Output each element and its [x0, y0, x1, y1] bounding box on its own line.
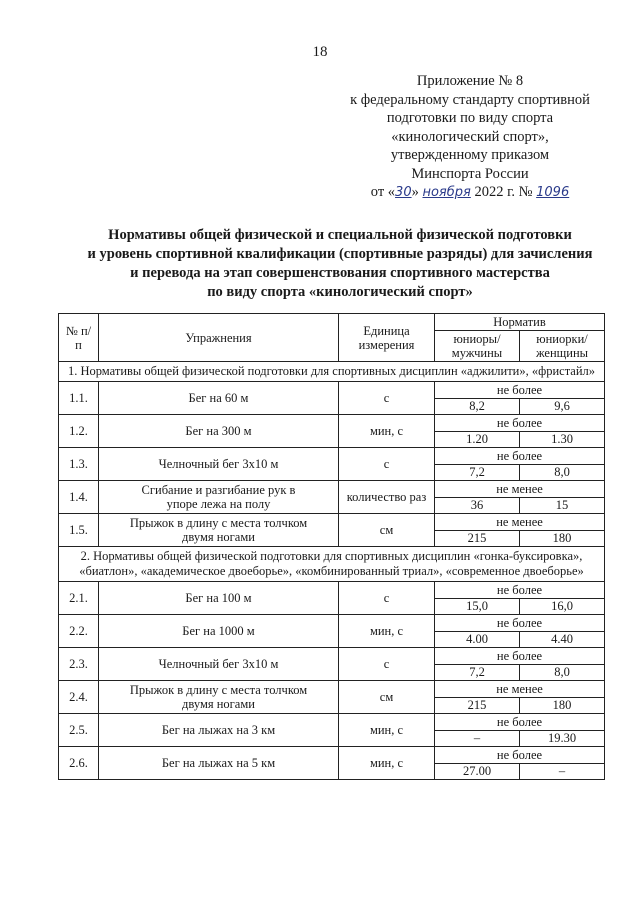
header-norm: Норматив — [435, 314, 605, 331]
row-value-women: 4.40 — [520, 632, 605, 648]
row-unit: с — [339, 448, 435, 481]
table-row — [59, 747, 605, 764]
row-condition: не более — [435, 448, 605, 465]
row-value-men: 215 — [435, 698, 520, 714]
row-num: 1.2. — [59, 415, 99, 448]
row-exercise: Бег на лыжах на 3 км — [99, 714, 339, 747]
header-exercise: Упражнения — [99, 314, 339, 362]
row-condition: не более — [435, 582, 605, 599]
row-value-men: 15,0 — [435, 599, 520, 615]
row-value-men: 27.00 — [435, 764, 520, 780]
document-title — [60, 226, 620, 302]
row-unit: мин, с — [339, 747, 435, 780]
row-value-men: 215 — [435, 531, 520, 547]
row-value-women: 180 — [520, 698, 605, 714]
date-mid: » — [411, 184, 419, 200]
row-value-men: – — [435, 731, 520, 747]
row-value-women: 1.30 — [520, 432, 605, 448]
row-condition: не менее — [435, 514, 605, 531]
row-unit: количество раз — [339, 481, 435, 514]
row-value-women: 16,0 — [520, 599, 605, 615]
row-value-women: 180 — [520, 531, 605, 547]
title-line: Нормативы общей физической и специальной физической подготовки — [108, 227, 572, 243]
row-exercise: Бег на 1000 м — [99, 615, 339, 648]
table-row — [59, 514, 605, 531]
table-row — [59, 714, 605, 731]
table-row — [59, 382, 605, 399]
row-unit: см — [339, 681, 435, 714]
appendix-line: Минспорта России — [411, 165, 529, 182]
row-exercise: Бег на 100 м — [99, 582, 339, 615]
row-condition: не более — [435, 648, 605, 665]
row-value-women: 15 — [520, 498, 605, 514]
row-num: 2.6. — [59, 747, 99, 780]
row-value-men: 1.20 — [435, 432, 520, 448]
title-line: и перевода на этап совершенствования спортивного мастерства — [130, 265, 550, 281]
date-month: ноября — [422, 185, 471, 200]
row-exercise: Бег на 300 м — [99, 415, 339, 448]
appendix-line: подготовки по виду спорта — [386, 110, 554, 126]
row-num: 1.4. — [59, 481, 99, 514]
row-num: 1.1. — [59, 382, 99, 415]
date-day: 30 — [395, 185, 412, 200]
row-condition: не более — [435, 415, 605, 432]
appendix-line: «кинологический спорт», — [391, 128, 549, 145]
table-row — [59, 481, 605, 498]
row-num: 2.2. — [59, 615, 99, 648]
appendix-line: к федеральному стандарту спортивной — [350, 91, 590, 108]
appendix-lines — [330, 72, 610, 183]
row-exercise: Бег на 60 м — [99, 382, 339, 415]
table-row — [59, 448, 605, 465]
row-unit: мин, с — [339, 714, 435, 747]
row-num: 1.5. — [59, 514, 99, 547]
appendix-date-line — [330, 183, 610, 203]
row-unit: с — [339, 582, 435, 615]
appendix-block — [330, 72, 610, 203]
row-condition: не более — [435, 615, 605, 632]
row-value-men: 36 — [435, 498, 520, 514]
row-condition: не менее — [435, 681, 605, 698]
date-year: 2022 г. № — [474, 184, 533, 200]
row-condition: не более — [435, 747, 605, 764]
row-value-men: 8,2 — [435, 399, 520, 415]
row-exercise: Прыжок в длину с места толчком двумя ногами — [99, 681, 339, 714]
row-unit: с — [339, 382, 435, 415]
row-value-women: 19.30 — [520, 731, 605, 747]
row-unit: с — [339, 648, 435, 681]
header-num: № п/п — [59, 314, 99, 362]
section-title: 1. Нормативы общей физической подготовки для спортивных дисциплин «аджилити», «фристайл» — [59, 362, 605, 382]
row-value-men: 4.00 — [435, 632, 520, 648]
row-value-men: 7,2 — [435, 465, 520, 481]
table-row — [59, 582, 605, 599]
row-num: 1.3. — [59, 448, 99, 481]
row-unit: мин, с — [339, 415, 435, 448]
table-row — [59, 681, 605, 698]
appendix-line: Приложение № 8 — [416, 73, 524, 89]
row-condition: не менее — [435, 481, 605, 498]
row-condition: не более — [435, 714, 605, 731]
row-condition: не более — [435, 382, 605, 399]
row-num: 2.3. — [59, 648, 99, 681]
row-unit: см — [339, 514, 435, 547]
header-unit: Единица измерения — [339, 314, 435, 362]
title-line: и уровень спортивной квалификации (спортивные разряды) для зачисления — [87, 246, 593, 262]
appendix-line: утвержденному приказом — [390, 147, 550, 163]
order-number: 1096 — [536, 185, 570, 200]
row-exercise: Челночный бег 3x10 м — [99, 648, 339, 681]
row-exercise: Сгибание и разгибание рук в упоре лежа на полу — [99, 481, 339, 514]
row-exercise: Бег на лыжах на 5 км — [99, 747, 339, 780]
header-women: юниорки/ женщины — [520, 331, 605, 362]
row-value-women: – — [520, 764, 605, 780]
row-value-women: 9,6 — [520, 399, 605, 415]
row-num: 2.4. — [59, 681, 99, 714]
row-value-women: 8,0 — [520, 465, 605, 481]
norms-table — [58, 313, 605, 780]
row-unit: мин, с — [339, 615, 435, 648]
date-prefix: от « — [370, 184, 396, 200]
page-number: 18 — [312, 44, 328, 60]
row-num: 2.1. — [59, 582, 99, 615]
row-exercise: Прыжок в длину с места толчком двумя ногами — [99, 514, 339, 547]
header-men: юниоры/ мужчины — [435, 331, 520, 362]
table-row — [59, 415, 605, 432]
row-value-men: 7,2 — [435, 665, 520, 681]
section-title: 2. Нормативы общей физической подготовки для спортивных дисциплин «гонка-буксировка», «биатлон», «академическое двоеборье», «комбинированный триал», «современное двоеборье» — [59, 547, 605, 582]
row-exercise: Челночный бег 3x10 м — [99, 448, 339, 481]
table-row — [59, 615, 605, 632]
table-row — [59, 648, 605, 665]
row-value-women: 8,0 — [520, 665, 605, 681]
row-num: 2.5. — [59, 714, 99, 747]
title-line: по виду спорта «кинологический спорт» — [207, 284, 473, 300]
